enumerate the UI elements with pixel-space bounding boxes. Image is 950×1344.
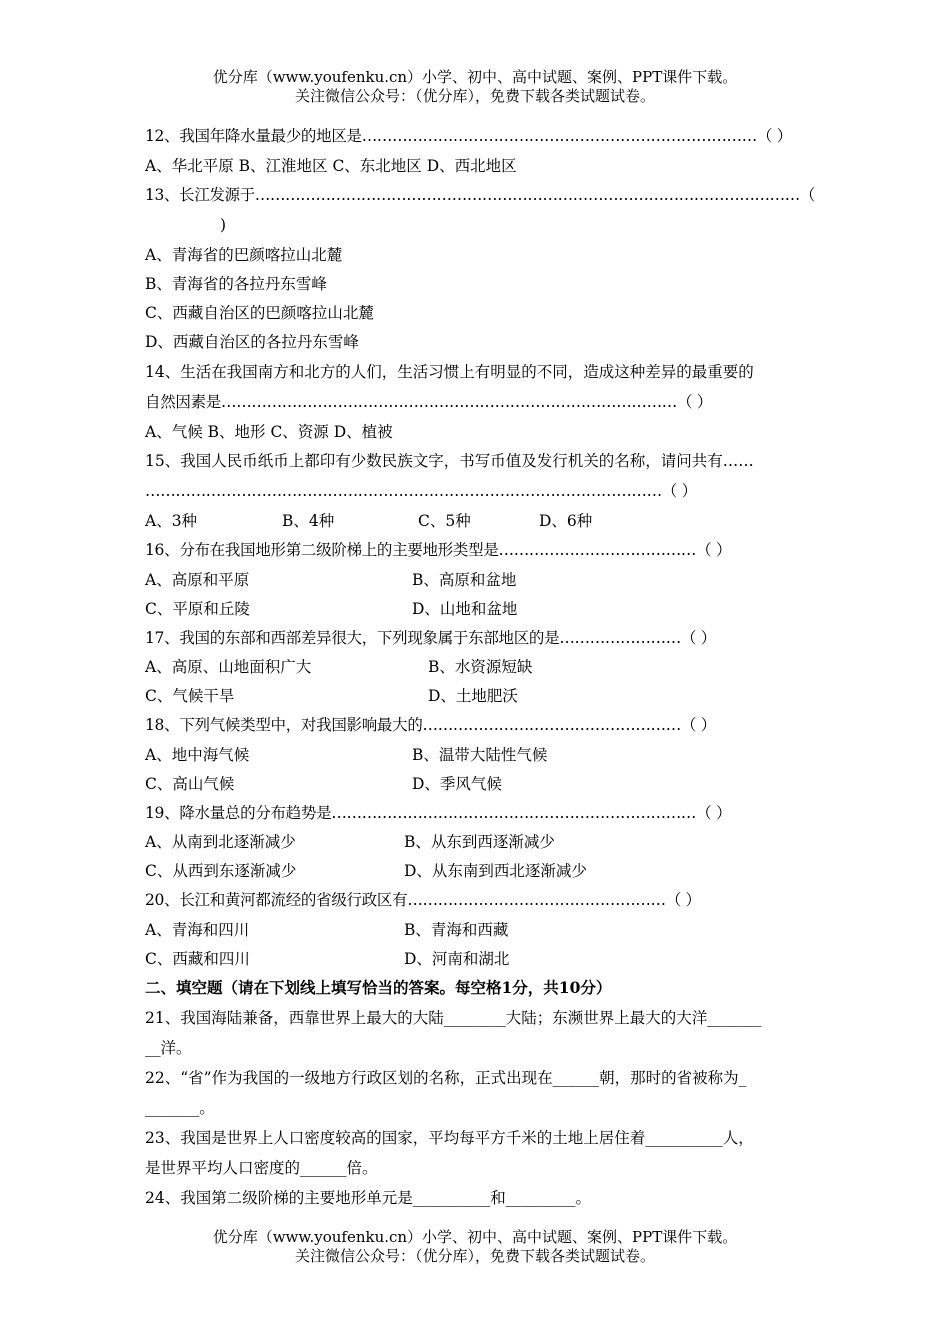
question-18-stem: 18、下列气候类型中，对我国影响最大的……………………………………………（ ） bbox=[145, 716, 716, 734]
header-line-2: 关注微信公众号：（优分库），免费下载各类试题试卷。 bbox=[294, 87, 655, 105]
question-12-options: A、华北平原 B、江淮地区 C、东北地区 D、西北地区 bbox=[145, 157, 517, 175]
question-14-options: A、气候 B、地形 C、资源 D、植被 bbox=[145, 423, 393, 441]
question-18-option-c: C、高山气候 bbox=[145, 775, 235, 793]
page-footer bbox=[0, 1228, 950, 1266]
question-13-option-b: B、青海省的各拉丹东雪峰 bbox=[145, 275, 327, 293]
question-23: 23、我国是世界上人口密度较高的国家，平均每平方千米的土地上居住着__________人， bbox=[145, 1129, 754, 1147]
question-18-option-d: D、季风气候 bbox=[412, 775, 502, 793]
footer-line-2: 关注微信公众号：（优分库），免费下载各类试题试卷。 bbox=[294, 1247, 655, 1265]
question-13-option-d: D、西藏自治区的各拉丹东雪峰 bbox=[145, 333, 359, 351]
question-16-option-c: C、平原和丘陵 bbox=[145, 600, 250, 618]
question-15-option-a: A、3种 bbox=[145, 512, 198, 530]
question-19-stem: 19、降水量总的分布趋势是………………………………………………………………（ ） bbox=[145, 804, 732, 822]
question-19-option-a: A、从南到北逐渐减少 bbox=[145, 833, 296, 851]
question-13-option-a: A、青海省的巴颜喀拉山北麓 bbox=[145, 246, 343, 264]
page-header bbox=[0, 68, 950, 106]
question-15-option-d: D、6种 bbox=[539, 512, 593, 530]
question-20-option-b: B、青海和西藏 bbox=[404, 921, 509, 939]
question-15-option-b: B、4种 bbox=[282, 512, 335, 530]
question-14-stem-2: 自然因素是………………………………………………………………………………（ ） bbox=[145, 393, 713, 411]
question-15-option-c: C、5种 bbox=[418, 512, 471, 530]
question-12-stem: 12、我国年降水量最少的地区是……………………………………………………………………（ ） bbox=[145, 127, 792, 145]
question-18-option-b: B、温带大陆性气候 bbox=[412, 746, 548, 764]
question-24: 24、我国第二级阶梯的主要地形单元是__________和_________。 bbox=[145, 1189, 591, 1207]
question-13-stem-close: ) bbox=[220, 216, 227, 234]
question-22: 22、“省”作为我国的一级地方行政区划的名称，正式出现在______朝，那时的省被称为_ bbox=[145, 1069, 747, 1087]
question-17-stem: 17、我国的东部和西部差异很大，下列现象属于东部地区的是……………………（ ） bbox=[145, 629, 716, 647]
question-23-cont: 是世界平均人口密度的______倍。 bbox=[145, 1159, 378, 1177]
question-19-option-b: B、从东到西逐渐减少 bbox=[404, 833, 555, 851]
question-15-stem-2: …………………………………………………………………………………………（ ） bbox=[145, 482, 697, 500]
question-19-option-d: D、从东南到西北逐渐减少 bbox=[404, 862, 587, 880]
question-14-stem: 14、生活在我国南方和北方的人们，生活习惯上有明显的不同，造成这种差异的最重要的 bbox=[145, 363, 754, 381]
question-20-option-c: C、西藏和四川 bbox=[145, 950, 250, 968]
section-2-title: 二、填空题（请在下划线上填写恰当的答案。每空格1分，共10分） bbox=[145, 978, 612, 997]
question-18-option-a: A、地中海气候 bbox=[145, 746, 250, 764]
question-16-option-d: D、山地和盆地 bbox=[412, 600, 518, 618]
question-16-option-a: A、高原和平原 bbox=[145, 571, 250, 589]
header-line-1: 优分库（www.youfenku.cn）小学、初中、高中试题、案例、PPT课件下载。 bbox=[212, 68, 738, 86]
question-15-stem: 15、我国人民币纸币上都印有少数民族文字，书写币值及发行机关的名称，请问共有…… bbox=[145, 452, 754, 470]
question-16-option-b: B、高原和盆地 bbox=[412, 571, 517, 589]
question-21-cont: __洋。 bbox=[145, 1039, 192, 1057]
footer-line-1: 优分库（www.youfenku.cn）小学、初中、高中试题、案例、PPT课件下载。 bbox=[212, 1228, 738, 1246]
question-17-option-c: C、气候干旱 bbox=[145, 687, 235, 705]
question-19-option-c: C、从西到东逐渐减少 bbox=[145, 862, 297, 880]
question-17-option-d: D、土地肥沃 bbox=[428, 687, 518, 705]
question-20-option-a: A、青海和四川 bbox=[145, 921, 250, 939]
question-17-option-a: A、高原、山地面积广大 bbox=[145, 658, 312, 676]
question-20-stem: 20、长江和黄河都流经的省级行政区有……………………………………………（ ） bbox=[145, 891, 701, 909]
question-22-cont: _______。 bbox=[145, 1099, 215, 1117]
question-13-stem: 13、长江发源于………………………………………………………………………………………………（ bbox=[145, 186, 816, 204]
question-17-option-b: B、水资源短缺 bbox=[428, 658, 533, 676]
question-16-stem: 16、分布在我国地形第二级阶梯上的主要地形类型是…………………………………（ ） bbox=[145, 541, 732, 559]
question-21: 21、我国海陆兼备，西靠世界上最大的大陆________大陆；东濒世界上最大的大洋_______ bbox=[145, 1009, 762, 1027]
question-20-option-d: D、河南和湖北 bbox=[404, 950, 510, 968]
question-13-option-c: C、西藏自治区的巴颜喀拉山北麓 bbox=[145, 304, 374, 322]
